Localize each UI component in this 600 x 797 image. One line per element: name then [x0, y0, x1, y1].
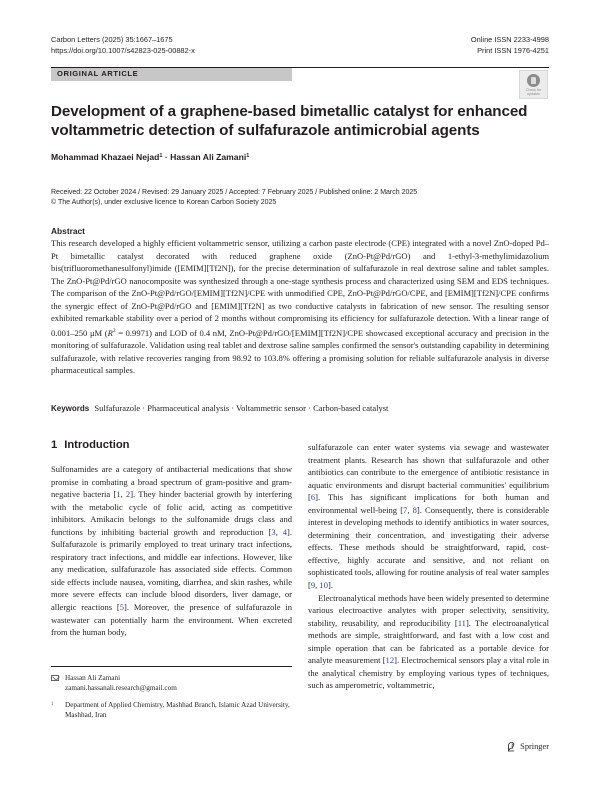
- affiliation-text: Department of Applied Chemistry, Mashhad Branch, Islamic Azad University, Mashhad, Iran: [65, 701, 290, 719]
- keywords-label: Keywords: [51, 404, 90, 413]
- online-issn: Online ISSN 2233-4998: [470, 35, 549, 44]
- publisher-name: Springer: [520, 742, 549, 751]
- publication-dates: [51, 188, 417, 208]
- author-name[interactable]: Hassan Ali Zamani: [170, 152, 247, 162]
- abstract-heading: Abstract: [51, 226, 85, 236]
- section-title: Introduction: [64, 439, 130, 451]
- corresponding-author-note: [51, 673, 292, 693]
- citation-link[interactable]: 8: [412, 504, 417, 515]
- bookmark-icon: [527, 74, 540, 87]
- author-separator: ·: [162, 152, 171, 162]
- citation-link[interactable]: 12: [385, 655, 395, 666]
- affiliation-ref: 1: [246, 153, 250, 159]
- print-issn: Print ISSN 1976-4251: [477, 46, 549, 55]
- journal-header: [51, 34, 195, 56]
- copyright-notice: © The Author(s), under exclusive licence to Korean Carbon Society 2025: [51, 199, 277, 206]
- article-title: Development of a graphene-based bimetallic catalyst for enhanced voltammetric detection of sulfafurazole antimicrobial agents: [51, 103, 528, 139]
- footnotes: [51, 673, 292, 720]
- issn-block: [471, 34, 549, 56]
- affiliation-mark: 1: [51, 702, 54, 707]
- citation-link[interactable]: 4: [282, 526, 288, 537]
- envelope-icon: [51, 675, 59, 681]
- doi-link[interactable]: https://doi.org/10.1007/s42823-025-00882-x: [51, 46, 195, 55]
- publisher-logo: [506, 741, 549, 752]
- section-number: 1: [51, 439, 58, 451]
- citation-link[interactable]: 3: [271, 526, 276, 537]
- citation-link[interactable]: 6: [310, 492, 316, 503]
- citation-link[interactable]: 7: [403, 504, 408, 515]
- citation-link[interactable]: 11: [457, 617, 466, 628]
- abstract-text: This research developed a highly efficient voltammetric sensor, utilizing a carbon paste electrode (CPE) integrated with a novel ZnO-doped Pd–Pt bimetallic catalyst decorated with reduced graphene oxide (ZnO-Pt@Pd/rGO) and 1-ethyl-3-methylimidazolium bis(trifluoromethanesulfonyl)imide ([EMIM][Tf2N]), for the precise determination of sulfafurazole in real dextrose saline and tablet samples. The ZnO-Pt@Pd/rGO nanocomposite was synthesized through a one-stage synthesis process and characterized using SEM and EDS techniques. The comparison of the ZnO-Pt@Pd/rGO/[EMIM][Tf2N]/CPE with unmodified CPE, ZnO-Pt@Pd/rGO/CPE, and [EMIM][Tf2N]/CPE confirms the synergic effect of ZnO-Pt@Pd/rGO and [EMIM][Tf2N] as two conductive catalysts in fabrication of new sensor. The resulting sensor exhibited remarkable stability over a period of 2 months without compromising its efficiency for sulfafurazole detection. With a linear range of 0.001–250 μM $(R^2 = 0.9971)$ and LOD of 0.4 nM, ZnO-Pt@Pd/rGO/[EMIM][Tf2N]/CPE showcased exceptional accuracy and precision in the monitoring of sulfafurazole. Validation using real tablet and dextrose saline samples confirmed the sensor's outstanding capability in determining sulfafurazole, with relative recoveries ranging from 98.92 to 103.8% offering a promising solution for reliable sulfafurazole analysis in diverse pharmaceutical samples.: [51, 238, 549, 376]
- date-history: Received: 22 October 2024 / Revised: 29 January 2025 / Accepted: 7 February 2025 / Published online: 2 March 2025: [51, 189, 418, 196]
- citation-link[interactable]: 10: [319, 580, 328, 591]
- footnote-rule: [51, 666, 292, 667]
- author-list: [51, 151, 249, 163]
- citation-link[interactable]: 5: [119, 602, 125, 613]
- section-heading-introduction: [51, 438, 129, 452]
- affiliation-ref: 1: [159, 153, 163, 159]
- intro-left-column: Sulfonamides are a category of antibacterial medications that show promise in combating a broad spectrum of gram-positive and gram-negative bacteria [1, 2]. They hinder bacterial growth by interfering with the metabolic cycle of folic acid, acting as competitive inhibitors. Amikacin belongs to the sulfonamide drugs class and functions by inhibiting bacterial growth and reproduction [3, 4]. Sulfafurazole is primarily employed to treat urinary tract infections, respiratory tract infections, and middle ear infections. However, like any medication, sulfafurazole has associated side effects. Common side effects include nausea, vomiting, diarrhea, and skin rashes, while more severe effects can include blood disorders, liver damage, or allergic reactions [5]. Moreover, the presence of sulfafurazole in wastewater can potentially harm the environment. When excreted from the human body,: [51, 464, 292, 638]
- check-for-updates-button[interactable]: [519, 70, 548, 99]
- corresponding-author-email[interactable]: zamani.hassanali.research@gmail.com: [65, 684, 177, 692]
- citation-link[interactable]: 2: [125, 489, 131, 500]
- corresponding-author-name: Hassan Ali Zamani: [65, 674, 121, 682]
- keywords-list: Sulfafurazole · Pharmaceutical analysis · Voltammetric sensor · Carbon-based catalyst: [94, 403, 389, 413]
- article-type-banner: ORIGINAL ARTICLE: [51, 68, 292, 81]
- intro-paragraph: sulfafurazole can enter water systems via sewage and wastewater treatment plants. Research has shown that sulfafurazole and other antibiotics can contribute to the emergence of antibiotic resistance in aquatic environments and disrupt bacterial communities' equilibrium [6]. This has significant implications for both human and environmental well-being [7, 8]. Consequently, there is considerable interest in developing methods to identify antibiotics in water sources, determining their concentration, and investigating their adverse effects. These methods should be straightforward, rapid, cost-effective, highly accurate and sensitive, and not reliant on sophisticated tools, allowing for routine analysis of real water samples [9, 10].: [308, 442, 549, 591]
- journal-citation: Carbon Letters (2025) 35:1667–1675: [51, 35, 173, 44]
- springer-horse-icon: [506, 741, 516, 752]
- citation-link[interactable]: 1: [116, 489, 121, 500]
- author-name[interactable]: Mohammad Khazaei Nejad: [51, 152, 160, 162]
- check-updates-label: Check for updates: [525, 88, 542, 97]
- affiliation-note: [51, 700, 292, 720]
- keywords-line: [51, 403, 388, 414]
- intro-right-column: [308, 441, 549, 692]
- intro-paragraph: Electroanalytical methods have been widely presented to determine various electroactive analytes with proper selectivity, sensitivity, stability, reusability, and reproducibility [11]. The electroanalytical methods are simple, straightforward, and fast with a low cost and simple operation that can be fabricated as a portable device for analyte measurement [12]. Electrochemical sensors play a vital role in the analytical chemistry by employing various types of techniques, such as amperometric, voltammetric,: [308, 592, 549, 691]
- r-squared-symbol: R: [107, 327, 113, 338]
- citation-link[interactable]: 9: [310, 580, 316, 591]
